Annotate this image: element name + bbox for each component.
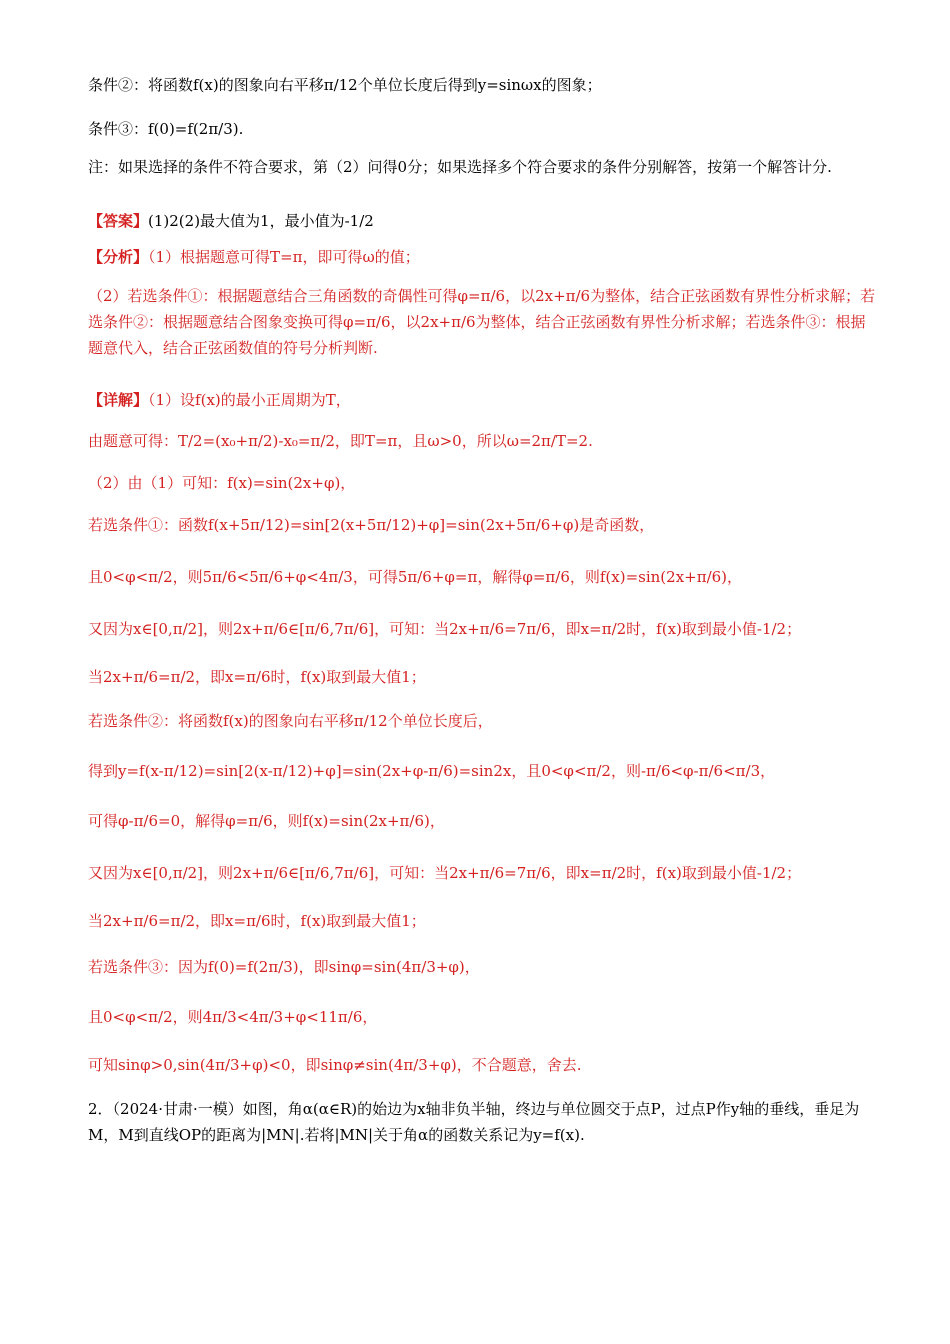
condition-3: 条件③：f(0)=f(2π/3). [88,120,244,138]
analysis-1: （1）根据题意可得T=π，即可得ω的值； [148,248,420,266]
analysis-tag: 【分析】 [88,248,149,266]
condition-1-step-c: 又因为x∈[0,π/2]，则2x+π/6∈[π/6,7π/6]，可知：当2x+π/6=7π/6，即x=π/2时，f(x)取到最小值-1/2； [88,620,802,638]
note: 注：如果选择的条件不符合要求，第（2）问得0分；如果选择多个符合要求的条件分别解答，按第一个解答计分. [88,158,832,176]
detail-tag: 【详解】 [88,391,149,409]
answer-line [88,210,878,232]
detail-line-1 [88,389,878,411]
condition-2-step-b: 得到y=f(x-π/12)=sin[2(x-π/12)+φ]=sin(2x+φ-π/6)=sin2x，且0<φ<π/2，则-π/6<φ-π/6<π/3， [88,762,776,780]
condition-3-step-a: 若选条件③：因为f(0)=f(2π/3)，即sinφ=sin(4π/3+φ)， [88,958,480,976]
detail-3: （2）由（1）可知：f(x)=sin(2x+φ)， [88,474,356,492]
condition-3-step-b: 且0<φ<π/2，则4π/3<4π/3+φ<11π/6， [88,1008,378,1026]
condition-2-step-e: 当2x+π/6=π/2，即x=π/6时，f(x)取到最大值1； [88,912,426,930]
condition-1-step-b: 且0<φ<π/2，则5π/6<5π/6+φ<4π/3，可得5π/6+φ=π，解得φ=π/6，则f(x)=sin(2x+π/6)， [88,568,743,586]
analysis-2: （2）若选条件①：根据题意结合三角函数的奇偶性可得φ=π/6，以2x+π/6为整体，结合正弦函数有界性分析求解；若选条件②：根据题意结合图象变换可得φ=π/6，以2x+π/6为整体，结合正弦函数有界性分析求解；若选条件③：根据题意代入，结合正弦函数值的符号分析判断. [88,287,876,357]
condition-1-step-a: 若选条件①：函数f(x+5π/12)=sin[2(x+5π/12)+φ]=sin(2x+5π/6+φ)是奇函数， [88,516,655,534]
question-2: 2．（2024·甘肃·一模）如图，角α(α∈R)的始边为x轴非负半轴，终边与单位圆交于点P，过点P作y轴的垂线，垂足为M，M到直线OP的距离为|MN|.若将|MN|关于角α的函数关系记为y=f(x). [88,1100,860,1144]
detail-1: （1）设f(x)的最小正周期为T， [148,391,351,409]
condition-2-step-a: 若选条件②：将函数f(x)的图象向右平移π/12个单位长度后， [88,712,493,730]
analysis-line-1 [88,246,878,268]
condition-2: 条件②：将函数f(x)的图象向右平移π/12个单位长度后得到y=sinωx的图象； [88,76,602,94]
answer-text: (1)2(2)最大值为1，最小值为-1/2 [148,212,374,230]
detail-2: 由题意可得：T/2=(x₀+π/2)-x₀=π/2，即T=π，且ω>0，所以ω=2π/T=2. [88,432,593,450]
condition-1-step-d: 当2x+π/6=π/2，即x=π/6时，f(x)取到最大值1； [88,668,426,686]
condition-2-step-c: 可得φ-π/6=0，解得φ=π/6，则f(x)=sin(2x+π/6)， [88,812,445,830]
condition-3-step-c: 可知sinφ>0,sin(4π/3+φ)<0，即sinφ≠sin(4π/3+φ)，不合题意，舍去. [88,1056,582,1074]
condition-2-step-d: 又因为x∈[0,π/2]，则2x+π/6∈[π/6,7π/6]，可知：当2x+π/6=7π/6，即x=π/2时，f(x)取到最小值-1/2； [88,864,802,882]
answer-tag: 【答案】 [88,212,149,230]
